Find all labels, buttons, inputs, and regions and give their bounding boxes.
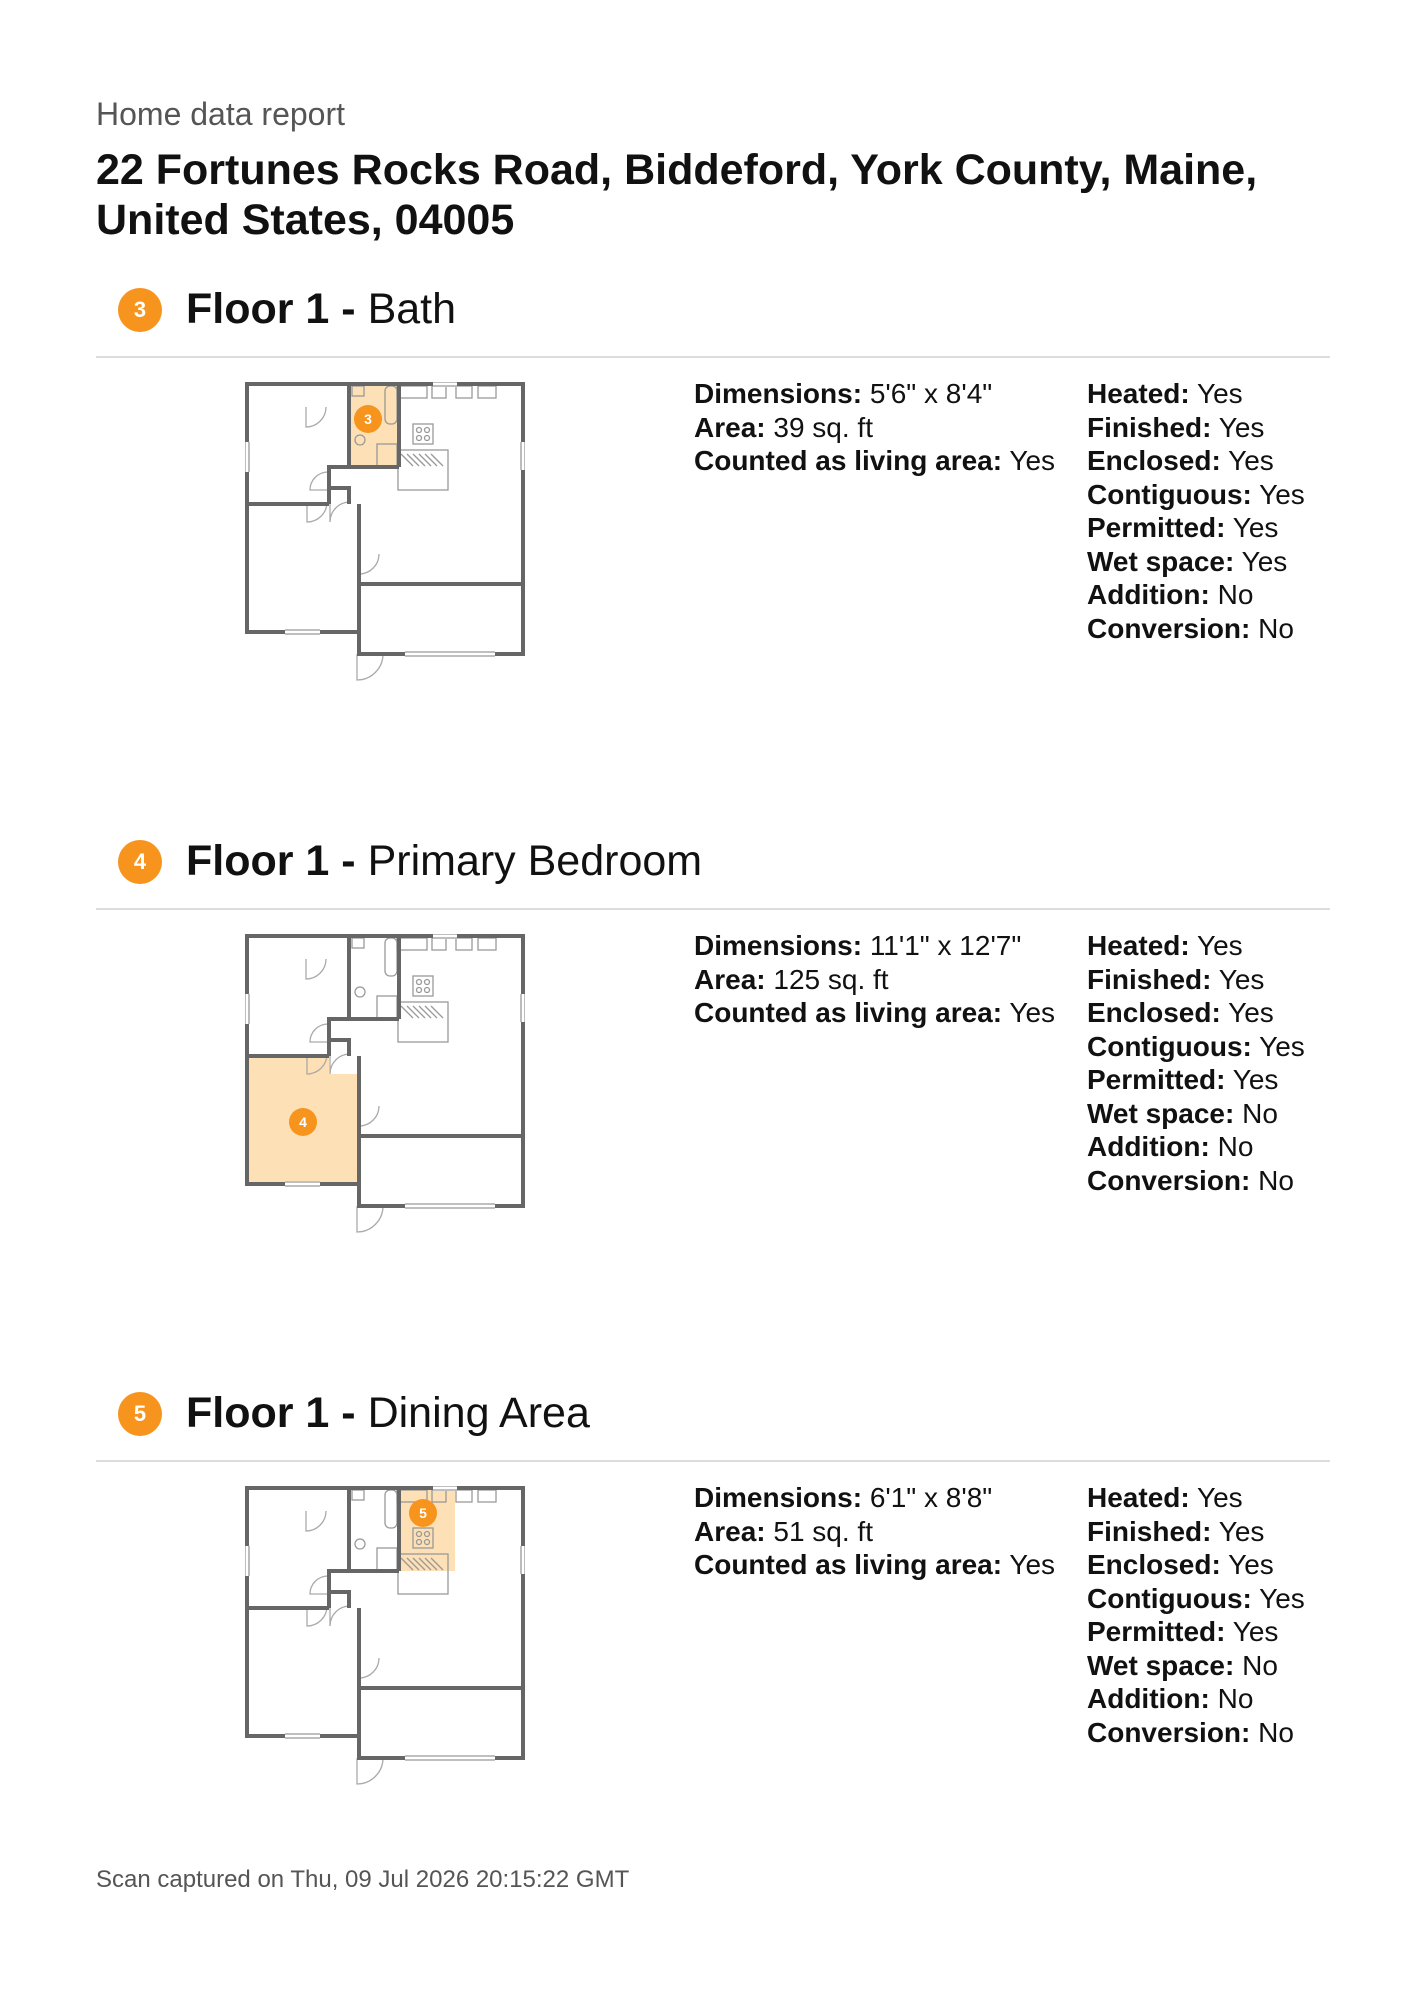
heated-value: Yes <box>1196 378 1243 409</box>
wet-space-row <box>1087 545 1387 579</box>
heated-value: Yes <box>1196 930 1243 961</box>
floor-plan-thumbnail <box>245 382 525 687</box>
living-area-value: Yes <box>1009 445 1056 476</box>
finished-label: Finished: <box>1087 411 1212 443</box>
wet-space-value: Yes <box>1241 545 1288 577</box>
room-title <box>186 282 456 336</box>
contiguous-label: Contiguous: <box>1087 1030 1252 1062</box>
permitted-value: Yes <box>1232 1616 1279 1647</box>
contiguous-label: Contiguous: <box>1087 478 1252 510</box>
floor-plan-thumbnail <box>245 1486 525 1791</box>
room-heading <box>96 834 1330 910</box>
dimensions-label: Dimensions: <box>694 1482 863 1513</box>
wet-space-label: Wet space: <box>1087 1097 1235 1129</box>
living-area-label: Counted as living area: <box>694 997 1003 1028</box>
area-label: Area: <box>694 963 766 995</box>
addition-row <box>1087 578 1387 612</box>
permitted-value: Yes <box>1232 1064 1279 1095</box>
permitted-label: Permitted: <box>1087 512 1226 543</box>
floor-plan-svg <box>245 934 525 1239</box>
section-divider <box>96 356 1330 358</box>
heated-label: Heated: <box>1087 930 1190 961</box>
room-title <box>186 834 702 888</box>
heated-value: Yes <box>1196 1482 1243 1513</box>
area-value: 39 sq. ft <box>773 411 873 443</box>
wet-space-row <box>1087 1097 1387 1131</box>
conversion-label: Conversion: <box>1087 1164 1251 1196</box>
conversion-value: No <box>1258 612 1294 644</box>
floor-plan-svg <box>245 382 525 687</box>
finished-row <box>1087 411 1387 445</box>
room-name: Dining Area <box>367 1389 590 1437</box>
conversion-value: No <box>1258 1716 1294 1748</box>
addition-value: No <box>1217 1131 1254 1162</box>
room-marker-label: 3 <box>364 411 372 427</box>
enclosed-row <box>1087 996 1387 1030</box>
conversion-value: No <box>1258 1164 1294 1196</box>
property-address: 22 Fortunes Rocks Road, Biddeford, York County, Maine, United States, 04005 <box>96 146 1258 244</box>
report-label: Home data report <box>96 96 346 132</box>
room-section-primary-bedroom <box>0 834 1415 1354</box>
finished-value: Yes <box>1218 1515 1265 1547</box>
area-value: 51 sq. ft <box>773 1515 873 1547</box>
contiguous-row <box>1087 478 1387 512</box>
area-label: Area: <box>694 1515 766 1547</box>
addition-row <box>1087 1682 1387 1716</box>
wet-space-label: Wet space: <box>1087 1649 1235 1681</box>
heated-row <box>1087 1481 1387 1515</box>
enclosed-row <box>1087 444 1387 478</box>
room-section-dining-area <box>0 1386 1415 1906</box>
conversion-row <box>1087 1164 1387 1198</box>
living-area-value: Yes <box>1009 1549 1056 1580</box>
room-name: Primary Bedroom <box>367 837 703 885</box>
room-number-badge: 4 <box>118 840 162 884</box>
enclosed-row <box>1087 1548 1387 1582</box>
addition-value: No <box>1217 1683 1254 1714</box>
scan-timestamp: Scan captured on Thu, 09 Jul 2026 20:15:22 GMT <box>96 1866 630 1893</box>
permitted-label: Permitted: <box>1087 1616 1226 1647</box>
dimensions-label: Dimensions: <box>694 930 863 961</box>
room-heading <box>96 1386 1330 1462</box>
floor-plan-svg <box>245 1486 525 1791</box>
finished-label: Finished: <box>1087 1515 1212 1547</box>
contiguous-value: Yes <box>1259 1030 1305 1062</box>
floor-label: Floor 1 <box>186 285 330 333</box>
permitted-row <box>1087 1063 1387 1097</box>
area-row <box>694 411 1074 445</box>
contiguous-label: Contiguous: <box>1087 1582 1252 1614</box>
room-measurements <box>694 1481 1074 1582</box>
finished-value: Yes <box>1218 411 1265 443</box>
dimensions-value: 6'1" x 8'8" <box>869 1482 993 1513</box>
area-value: 125 sq. ft <box>773 963 889 995</box>
room-title <box>186 1386 590 1440</box>
living-area-row <box>694 996 1074 1030</box>
conversion-row <box>1087 612 1387 646</box>
floor-label: Floor 1 <box>186 837 330 885</box>
wet-space-row <box>1087 1649 1387 1683</box>
contiguous-row <box>1087 1030 1387 1064</box>
conversion-label: Conversion: <box>1087 1716 1251 1748</box>
floor-label: Floor 1 <box>186 1389 330 1437</box>
permitted-label: Permitted: <box>1087 1064 1226 1095</box>
addition-label: Addition: <box>1087 1131 1210 1162</box>
addition-label: Addition: <box>1087 579 1210 610</box>
heated-row <box>1087 377 1387 411</box>
room-attributes <box>1087 377 1387 645</box>
enclosed-value: Yes <box>1228 445 1274 476</box>
dimensions-value: 5'6" x 8'4" <box>869 378 993 409</box>
living-area-label: Counted as living area: <box>694 1549 1003 1580</box>
heated-row <box>1087 929 1387 963</box>
enclosed-label: Enclosed: <box>1087 997 1221 1028</box>
addition-row <box>1087 1130 1387 1164</box>
title-separator: - <box>341 1389 356 1437</box>
permitted-value: Yes <box>1232 512 1279 543</box>
room-attributes <box>1087 929 1387 1197</box>
dimensions-row <box>694 377 1074 411</box>
dimensions-row <box>694 1481 1074 1515</box>
conversion-row <box>1087 1716 1387 1750</box>
addition-value: No <box>1217 579 1254 610</box>
heated-label: Heated: <box>1087 1482 1190 1513</box>
room-name: Bath <box>367 285 457 333</box>
room-section-bath <box>0 282 1415 802</box>
enclosed-label: Enclosed: <box>1087 445 1221 476</box>
title-separator: - <box>341 837 356 885</box>
wet-space-label: Wet space: <box>1087 545 1235 577</box>
enclosed-label: Enclosed: <box>1087 1549 1221 1580</box>
room-marker-label: 4 <box>299 1114 307 1130</box>
permitted-row <box>1087 1615 1387 1649</box>
floor-plan-thumbnail <box>245 934 525 1239</box>
room-number-badge: 3 <box>118 288 162 332</box>
enclosed-value: Yes <box>1228 997 1274 1028</box>
section-divider <box>96 1460 1330 1462</box>
dimensions-label: Dimensions: <box>694 378 863 409</box>
area-row <box>694 963 1074 997</box>
living-area-value: Yes <box>1009 997 1056 1028</box>
title-separator: - <box>341 285 356 333</box>
living-area-label: Counted as living area: <box>694 445 1003 476</box>
room-number-badge: 5 <box>118 1392 162 1436</box>
room-attributes <box>1087 1481 1387 1749</box>
area-row <box>694 1515 1074 1549</box>
room-measurements <box>694 377 1074 478</box>
section-divider <box>96 908 1330 910</box>
contiguous-value: Yes <box>1259 1582 1305 1614</box>
permitted-row <box>1087 511 1387 545</box>
contiguous-row <box>1087 1582 1387 1616</box>
wet-space-value: No <box>1242 1097 1278 1129</box>
wet-space-value: No <box>1242 1649 1278 1681</box>
living-area-row <box>694 444 1074 478</box>
room-heading <box>96 282 1330 358</box>
finished-label: Finished: <box>1087 963 1212 995</box>
heated-label: Heated: <box>1087 378 1190 409</box>
contiguous-value: Yes <box>1259 478 1305 510</box>
finished-row <box>1087 963 1387 997</box>
enclosed-value: Yes <box>1228 1549 1274 1580</box>
dimensions-row <box>694 929 1074 963</box>
area-label: Area: <box>694 411 766 443</box>
living-area-row <box>694 1548 1074 1582</box>
dimensions-value: 11'1" x 12'7" <box>869 930 1022 961</box>
room-measurements <box>694 929 1074 1030</box>
finished-row <box>1087 1515 1387 1549</box>
room-marker-label: 5 <box>419 1505 427 1521</box>
finished-value: Yes <box>1218 963 1265 995</box>
conversion-label: Conversion: <box>1087 612 1251 644</box>
addition-label: Addition: <box>1087 1683 1210 1714</box>
